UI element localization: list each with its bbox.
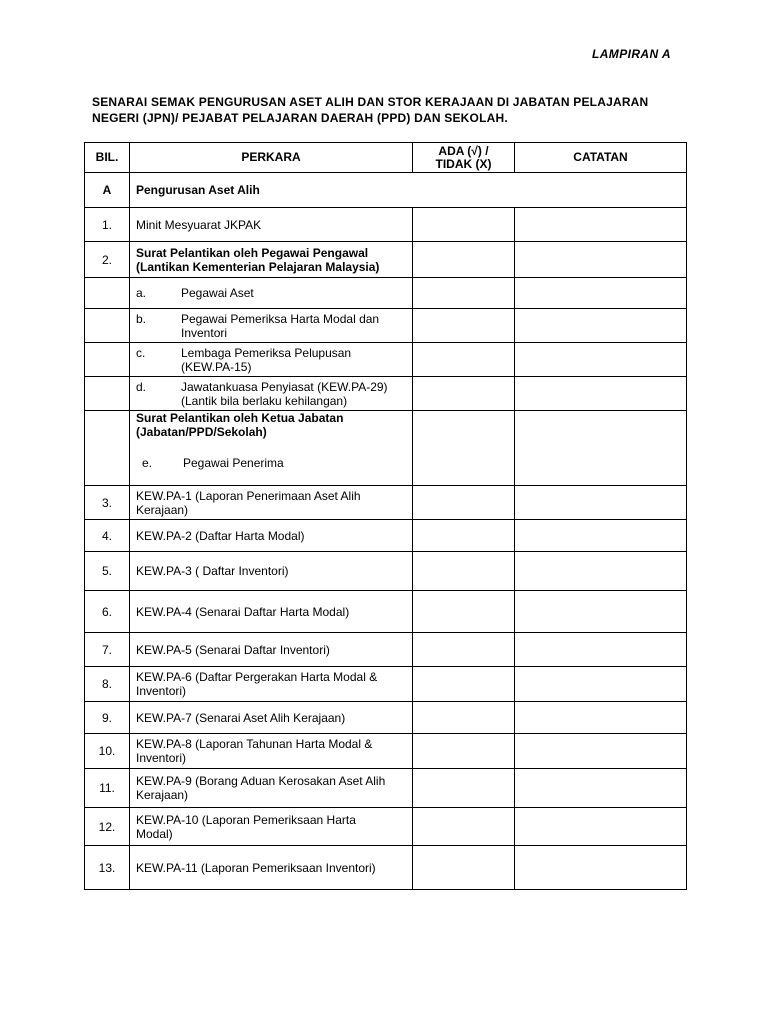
- row-item-line-1: KEW.PA-1 (Laporan Penerimaan Aset Alih: [136, 488, 361, 503]
- sub-letter: e.: [142, 456, 153, 470]
- sub-letter: a.: [136, 286, 147, 300]
- row-item: Minit Mesyuarat JKPAK: [130, 208, 413, 242]
- col-ada-header: [413, 143, 515, 173]
- sub-text-line-1: Pegawai Pemeriksa Harta Modal dan: [181, 311, 380, 326]
- table-row: [85, 208, 687, 242]
- catatan-cell[interactable]: [515, 377, 687, 411]
- title-line-1: SENARAI SEMAK PENGURUSAN ASET ALIH DAN STOR KERAJAAN DI JABATAN PELAJARAN: [92, 95, 649, 109]
- row-item: [130, 667, 413, 702]
- catatan-cell[interactable]: [515, 633, 687, 667]
- sub-letter: b.: [136, 311, 147, 326]
- catatan-cell[interactable]: [515, 309, 687, 343]
- row-number: 10.: [85, 734, 130, 769]
- catatan-cell[interactable]: [515, 278, 687, 309]
- table-row: [85, 309, 687, 343]
- row-item-line-2: Kerajaan): [136, 788, 189, 802]
- ada-cell[interactable]: [413, 633, 515, 667]
- row-number: 7.: [85, 633, 130, 667]
- row-item: [130, 343, 413, 377]
- row-item: [130, 769, 413, 808]
- table-row: [85, 633, 687, 667]
- sub-text-line-1: Jawatankuasa Penyiasat (KEW.PA-29): [181, 379, 388, 394]
- row-item: [130, 278, 413, 309]
- row-number: 3.: [85, 486, 130, 520]
- catatan-cell[interactable]: [515, 486, 687, 520]
- catatan-cell[interactable]: [515, 769, 687, 808]
- catatan-cell[interactable]: [515, 667, 687, 702]
- col-bil-header: BIL.: [85, 143, 130, 173]
- checklist-table: [84, 142, 687, 890]
- ada-cell[interactable]: [413, 343, 515, 377]
- row-item: KEW.PA-5 (Senarai Daftar Inventori): [130, 633, 413, 667]
- catatan-cell[interactable]: [515, 242, 687, 278]
- ada-cell[interactable]: [413, 208, 515, 242]
- row-item: [130, 734, 413, 769]
- sub-text: Pegawai Aset: [181, 286, 254, 300]
- row-item-line-2: (Lantikan Kementerian Pelajaran Malaysia): [136, 259, 380, 274]
- table-row: [85, 520, 687, 552]
- table-row: [85, 591, 687, 633]
- catatan-cell[interactable]: [515, 591, 687, 633]
- col-ada-line-2: TIDAK (X): [435, 156, 492, 171]
- row-item: KEW.PA-4 (Senarai Daftar Harta Modal): [130, 591, 413, 633]
- ada-cell[interactable]: [413, 278, 515, 309]
- catatan-cell[interactable]: [515, 520, 687, 552]
- table-row: [85, 769, 687, 808]
- title-line-2: NEGERI (JPN)/ PEJABAT PELAJARAN DAERAH (PPD) DAN SEKOLAH.: [92, 111, 508, 125]
- sub-text-line-1: Lembaga Pemeriksa Pelupusan: [181, 345, 352, 360]
- catatan-cell[interactable]: [515, 343, 687, 377]
- row-number: 6.: [85, 591, 130, 633]
- ada-cell[interactable]: [413, 552, 515, 591]
- row-number: [85, 309, 130, 343]
- col-ada-line-1: ADA (√) /: [438, 143, 489, 158]
- catatan-cell[interactable]: [515, 734, 687, 769]
- row-item-line-1: KEW.PA-10 (Laporan Pemeriksaan Harta: [136, 812, 356, 827]
- catatan-cell[interactable]: [515, 552, 687, 591]
- row-item-line-1: KEW.PA-8 (Laporan Tahunan Harta Modal &: [136, 737, 373, 751]
- table-row: [85, 411, 687, 486]
- document-title: [92, 94, 692, 126]
- row-number: 5.: [85, 552, 130, 591]
- row-item-heading-line-2: (Jabatan/PPD/Sekolah): [136, 425, 267, 439]
- row-item: KEW.PA-2 (Daftar Harta Modal): [130, 520, 413, 552]
- table-row: [85, 846, 687, 890]
- row-number: 12.: [85, 808, 130, 846]
- row-item: [130, 808, 413, 846]
- table-row: [85, 808, 687, 846]
- table-row: [85, 702, 687, 734]
- table-row: [85, 343, 687, 377]
- header-row: [85, 143, 687, 173]
- row-item: [130, 242, 413, 278]
- ada-cell[interactable]: [413, 667, 515, 702]
- lampiran-label: LAMPIRAN A: [592, 47, 671, 61]
- row-item: [130, 486, 413, 520]
- sub-text-line-2: (KEW.PA-15): [181, 359, 252, 374]
- table-row: [85, 242, 687, 278]
- table-row: [85, 734, 687, 769]
- row-item-line-2: Modal): [136, 826, 173, 841]
- row-number: 11.: [85, 769, 130, 808]
- ada-cell[interactable]: [413, 846, 515, 890]
- row-item-line-2: Kerajaan): [136, 502, 189, 517]
- row-number: 4.: [85, 520, 130, 552]
- table-row: [85, 552, 687, 591]
- sub-text-line-2: (Lantik bila berlaku kehilangan): [181, 393, 348, 408]
- ada-cell[interactable]: [413, 734, 515, 769]
- sub-text-line-2: Inventori: [181, 325, 228, 340]
- row-item: [130, 309, 413, 343]
- ada-cell[interactable]: [413, 702, 515, 734]
- sub-letter: d.: [136, 379, 147, 394]
- row-item-line-1: KEW.PA-6 (Daftar Pergerakan Harta Modal &: [136, 670, 378, 684]
- row-number: 1.: [85, 208, 130, 242]
- row-item: KEW.PA-11 (Laporan Pemeriksaan Inventori): [130, 846, 413, 890]
- row-number: 13.: [85, 846, 130, 890]
- section-row: [85, 173, 687, 208]
- ada-cell[interactable]: [413, 411, 515, 486]
- ada-cell[interactable]: [413, 591, 515, 633]
- sub-letter: c.: [136, 345, 146, 360]
- row-item: [130, 377, 413, 411]
- table-row: [85, 667, 687, 702]
- section-title: Pengurusan Aset Alih: [130, 173, 687, 208]
- ada-cell[interactable]: [413, 242, 515, 278]
- catatan-cell[interactable]: [515, 846, 687, 890]
- section-letter: A: [85, 173, 130, 208]
- table-row: [85, 377, 687, 411]
- row-number: [85, 411, 130, 486]
- row-number: [85, 278, 130, 309]
- ada-cell[interactable]: [413, 309, 515, 343]
- row-item-line-1: KEW.PA-9 (Borang Aduan Kerosakan Aset Alih: [136, 774, 386, 788]
- row-number: [85, 343, 130, 377]
- table-row: [85, 486, 687, 520]
- row-item-line-2: Inventori): [136, 751, 187, 765]
- ada-cell[interactable]: [413, 769, 515, 808]
- row-item: KEW.PA-3 ( Daftar Inventori): [130, 552, 413, 591]
- sub-text: Pegawai Penerima: [183, 456, 284, 470]
- catatan-cell[interactable]: [515, 808, 687, 846]
- catatan-cell[interactable]: [515, 411, 687, 486]
- row-item-heading-line-1: Surat Pelantikan oleh Ketua Jabatan: [136, 411, 344, 425]
- row-item: [130, 411, 413, 486]
- ada-cell[interactable]: [413, 520, 515, 552]
- row-number: 8.: [85, 667, 130, 702]
- row-item-heading: [136, 411, 406, 439]
- col-catatan-header: CATATAN: [515, 143, 687, 173]
- ada-cell[interactable]: [413, 377, 515, 411]
- row-number: [85, 377, 130, 411]
- catatan-cell[interactable]: [515, 702, 687, 734]
- row-number: 2.: [85, 242, 130, 278]
- row-item-line-2: Inventori): [136, 684, 187, 698]
- table-row: [85, 278, 687, 309]
- col-perkara-header: PERKARA: [130, 143, 413, 173]
- row-number: 9.: [85, 702, 130, 734]
- ada-cell[interactable]: [413, 808, 515, 846]
- row-item: KEW.PA-7 (Senarai Aset Alih Kerajaan): [130, 702, 413, 734]
- row-item-line-1: Surat Pelantikan oleh Pegawai Pengawal: [136, 245, 369, 260]
- ada-cell[interactable]: [413, 486, 515, 520]
- catatan-cell[interactable]: [515, 208, 687, 242]
